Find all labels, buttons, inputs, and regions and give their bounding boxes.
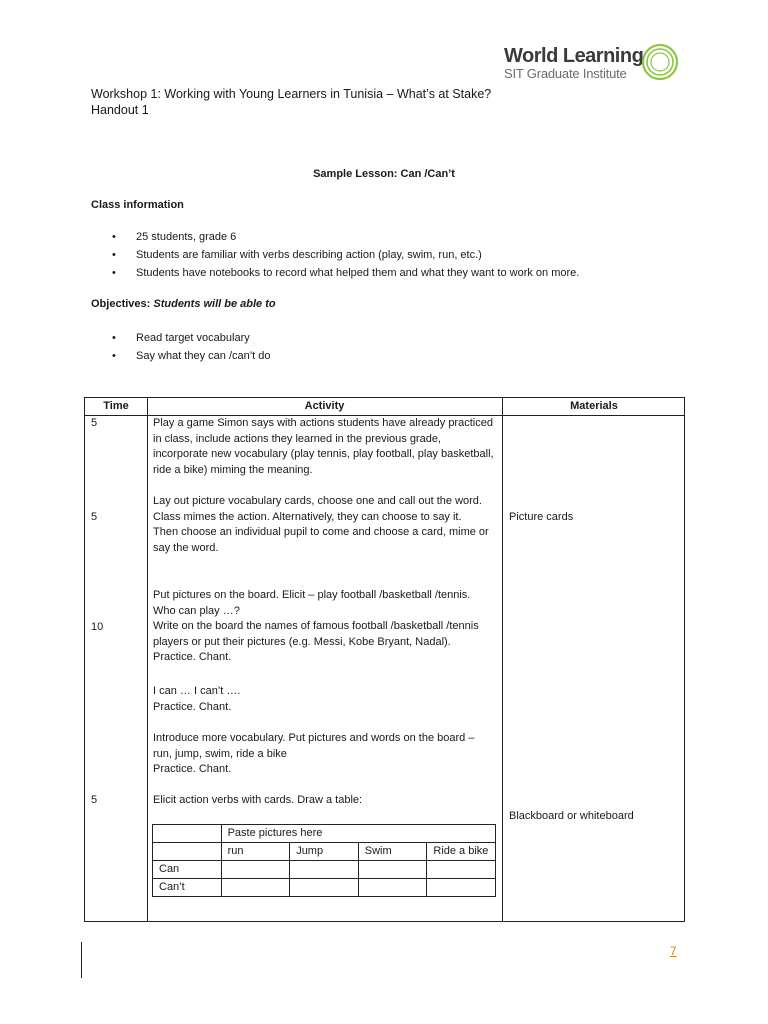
logo-main-text: World Learning xyxy=(504,45,644,67)
inner-cell xyxy=(290,879,359,897)
time-header: Time xyxy=(103,400,129,412)
paste-pictures-cell: Paste pictures here xyxy=(221,825,495,843)
time-cell: 10 xyxy=(91,621,104,633)
world-learning-logo xyxy=(504,46,644,80)
header-handout: Handout 1 xyxy=(91,103,149,117)
time-cell: 5 xyxy=(91,794,98,806)
activity-block: Put pictures on the board. Elicit – play football /basketball /tennis. Who can play …? Write on the board the names of famous football /basketball /tennis players or put their pictures (e.g. Messi, Kobe Bryant, Nadal). Practice. Chant. xyxy=(153,589,479,663)
logo-ring-icon xyxy=(640,42,680,82)
list-item: • Students have notebooks to record what helped them and what they want to work on more. xyxy=(112,264,579,282)
objectives-label: Objectives: xyxy=(91,298,151,310)
row-header-cell: Can’t xyxy=(153,879,222,897)
column-header-cell: Swim xyxy=(358,843,427,861)
inner-cell xyxy=(427,879,496,897)
column-header-cell: Ride a bike xyxy=(427,843,496,861)
inner-cell xyxy=(221,861,290,879)
lesson-title: Sample Lesson: Can /Can’t xyxy=(313,168,455,180)
activity-block: I can … I can’t …. Practice. Chant. xyxy=(153,685,241,713)
time-cell: 5 xyxy=(91,511,98,523)
inner-cell xyxy=(358,861,427,879)
activity-block: Elicit action verbs with cards. Draw a table: xyxy=(153,794,363,806)
footer-rule xyxy=(81,942,82,978)
list-item: • Say what they can /can’t do xyxy=(112,347,271,365)
objectives-heading xyxy=(91,298,276,310)
lesson-table xyxy=(84,397,685,922)
activity-block: Introduce more vocabulary. Put pictures and words on the board – run, jump, swim, ride a bike Practice. Chant. xyxy=(153,732,475,775)
objectives-lead: Students will be able to xyxy=(153,298,276,310)
objectives-list xyxy=(112,329,271,365)
list-item: • Students are familiar with verbs describing action (play, swim, run, etc.) xyxy=(112,246,579,264)
list-item: • Read target vocabulary xyxy=(112,329,271,347)
logo-sub-text: SIT Graduate Institute xyxy=(504,66,627,81)
inner-cell xyxy=(290,861,359,879)
column-header-cell: run xyxy=(221,843,290,861)
can-cant-table xyxy=(152,824,496,897)
inner-cell xyxy=(153,843,222,861)
column-header-cell: Jump xyxy=(290,843,359,861)
time-cell: 5 xyxy=(91,417,98,429)
activity-header: Activity xyxy=(304,400,345,412)
document-header xyxy=(91,86,491,118)
row-header-cell: Can xyxy=(153,861,222,879)
inner-cell xyxy=(358,879,427,897)
column-divider xyxy=(502,398,503,921)
column-divider xyxy=(147,398,148,921)
class-info-list xyxy=(112,228,579,282)
class-info-label: Class information xyxy=(91,199,184,211)
materials-cell: Picture cards xyxy=(509,511,574,523)
page-number[interactable]: 7 xyxy=(670,944,677,958)
inner-cell xyxy=(221,879,290,897)
materials-header: Materials xyxy=(570,400,618,412)
inner-cell xyxy=(153,825,222,843)
header-title: Workshop 1: Working with Young Learners in Tunisia – What’s at Stake? xyxy=(91,87,492,101)
materials-cell: Blackboard or whiteboard xyxy=(509,810,634,822)
activity-block: Lay out picture vocabulary cards, choose one and call out the word. Class mimes the action. Alternatively, they can choose to say it. Then choose an individual pupil to come and choose a card, mime or say the word. xyxy=(153,495,489,554)
activity-block: Play a game Simon says with actions students have already practiced in class, include actions they learned in the previous grade, incorporate new vocabulary (play tennis, play football, play basketball, ride a bike) miming the meaning. xyxy=(153,417,494,476)
inner-cell xyxy=(427,861,496,879)
list-item: • 25 students, grade 6 xyxy=(112,228,579,246)
